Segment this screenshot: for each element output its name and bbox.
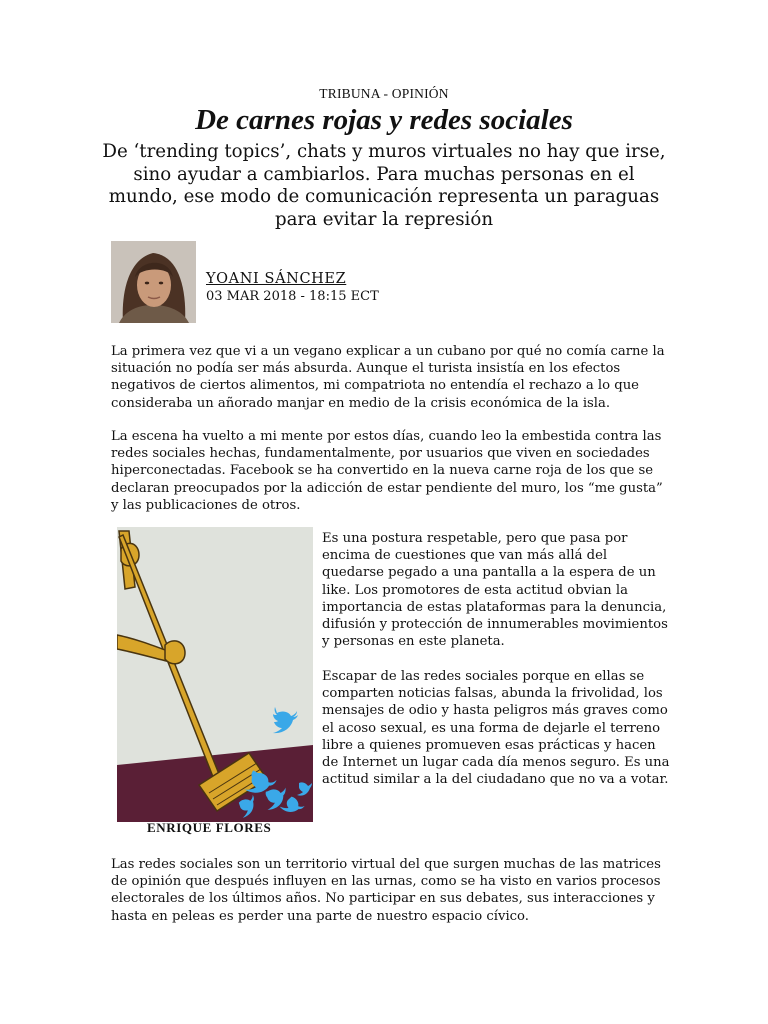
section-label: TRIBUNA - OPINIÓN [319,86,449,101]
body-paragraph-2: La escena ha vuelto a mi mente por estos días, cuando leo la embestida contra las redes sociales hechas, fundamentalmente, por usuarios que viven en sociedades hiperconectadas. Facebook se ha convertido en la nueva carne roja de los que se declaran preocupados por la adicción de estar pendiente del muro, los “me gusta” y las publicaciones de otros. [111,429,663,513]
article-subtitle: De ‘trending topics’, chats y muros virtuales no hay que irse, sino ayudar a cambiarlos. Para muchas personas en el mundo, ese modo de comunicación representa un paraguas para evitar la represión [102,141,666,230]
article-title: De carnes rojas y redes sociales [195,104,573,136]
body-paragraph-3: Es una postura respetable, pero que pasa por encima de cuestiones que van más allá del quedarse pegado a una pantalla a la espera de un like. Los promotores de esta actitud obvian la importancia de estas plataformas para la denuncia, difusión y protección de innumerables movimientos y personas en este planeta. [322,531,668,650]
author-photo [111,241,196,323]
illustration-credit: ENRIQUE FLORES [147,820,272,835]
author-portrait-image [111,241,196,323]
publish-date: 03 MAR 2018 - 18:15 ECT [206,289,379,304]
broom-illustration [117,527,313,822]
body-paragraph-4: Escapar de las redes sociales porque en ellas se comparten noticias falsas, abunda la frivolidad, los mensajes de odio y hasta peligros más graves como el acoso sexual, es una forma de dejarle el terreno libre a quienes promueven esas prácticas y hacen de Internet un lugar cada día menos seguro. Es una actitud similar a la del ciudadano que no va a votar. [322,669,670,788]
broom-sweeping-birds-image [117,527,313,822]
body-paragraph-1: La primera vez que vi a un vegano explicar a un cubano por qué no comía carne la situación no podía ser más absurda. Aunque el turista insistía en los efectos negativos de ciertos alimentos, mi compatriota no entendía el rechazo a lo que consideraba un añorado manjar en medio de la crisis económica de la isla. [111,344,665,411]
author-name[interactable]: YOANI SÁNCHEZ [206,271,347,287]
body-paragraph-5: Las redes sociales son un territorio virtual del que surgen muchas de las matrices de opinión que después influyen en las urnas, como se ha visto en varios procesos electorales de los últimos años. No participar en sus debates, sus interacciones y hasta en peleas es perder una parte de nuestro espacio cívico. [111,857,661,924]
